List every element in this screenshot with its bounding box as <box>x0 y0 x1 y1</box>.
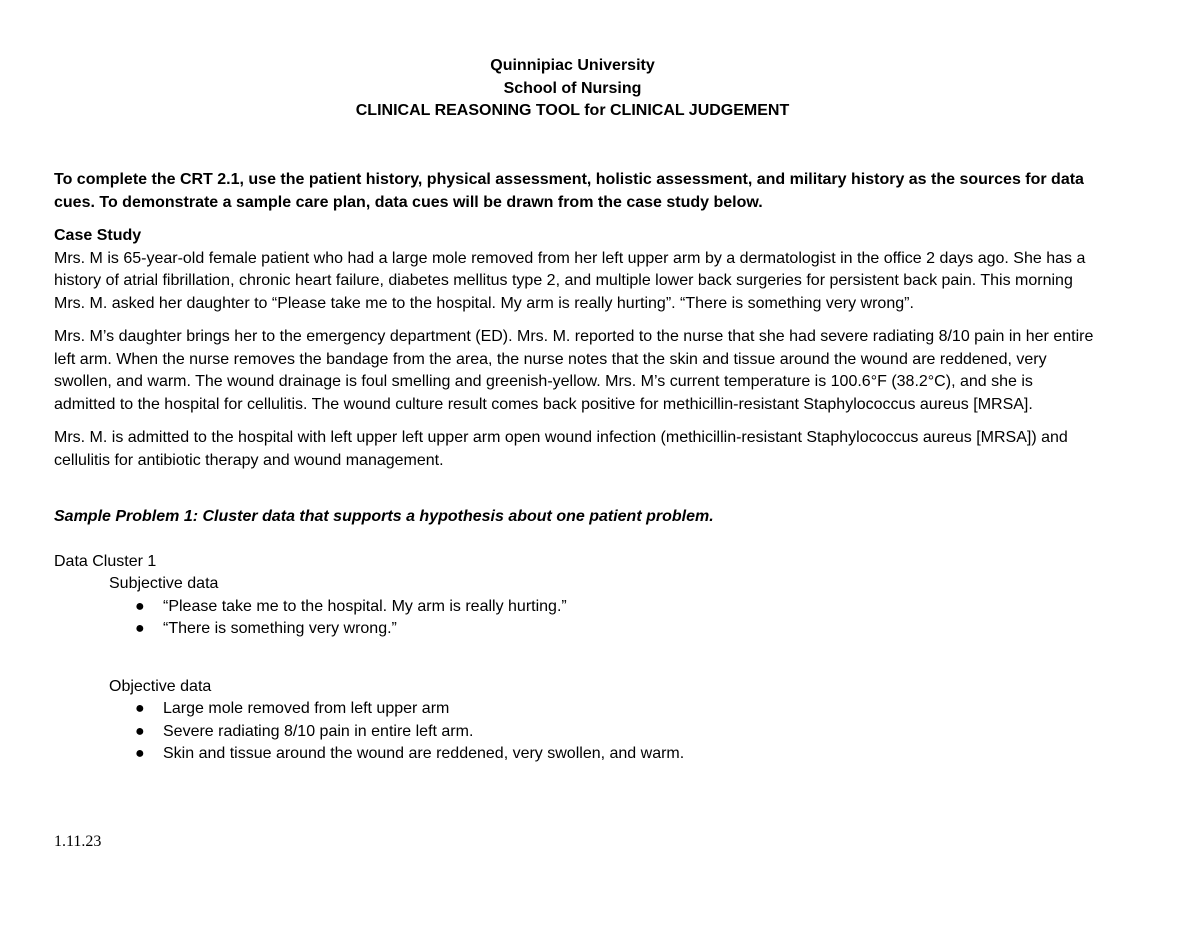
footer-date: 1.11.23 <box>54 833 102 850</box>
list-item-text: Large mole removed from left upper arm <box>163 700 450 717</box>
document-body <box>54 169 1094 766</box>
list-item <box>135 721 1094 744</box>
case-study-paragraph: Mrs. M’s daughter brings her to the emergency department (ED). Mrs. M. reported to the nurse that she had severe radiating 8/10 pain in her entire left arm. When the nurse removes the bandage from the area, the nurse notes that the skin and tissue around the wound are reddened, very swollen, and warm. The wound drainage is foul smelling and greenish-yellow. Mrs. M’s current temperature is 100.6°F (38.2°C), and she is admitted to the hospital for cellulitis. The wound culture result comes back positive for methicillin-resistant Staphylococcus aureus [MRSA]. <box>54 328 1094 413</box>
bullet-icon: ● <box>135 620 145 637</box>
list-item-text: Severe radiating 8/10 pain in entire left arm. <box>163 722 474 740</box>
list-item <box>135 596 1094 619</box>
sample-problem-title: Sample Problem 1: Cluster data that supports a hypothesis about one patient problem. <box>54 508 714 525</box>
bullet-icon: ● <box>135 700 145 717</box>
bullet-icon: ● <box>135 722 145 740</box>
bullet-icon: ● <box>135 597 145 615</box>
school-name: School of Nursing <box>503 79 642 97</box>
subjective-data-label: Subjective data <box>109 575 219 592</box>
subjective-data-list <box>54 596 1094 641</box>
list-item <box>135 698 1094 721</box>
objective-data-label: Objective data <box>109 677 212 695</box>
list-item-text: “Please take me to the hospital. My arm is really hurting.” <box>163 597 567 615</box>
bullet-icon: ● <box>135 745 145 762</box>
list-item-text: Skin and tissue around the wound are reddened, very swollen, and warm. <box>163 745 685 762</box>
document-header <box>0 55 1145 123</box>
objective-data-list <box>54 698 1094 766</box>
document-title: CLINICAL REASONING TOOL for CLINICAL JUDGEMENT <box>355 102 790 119</box>
case-study-heading: Case Study <box>54 227 142 244</box>
case-study-paragraph: Mrs. M. is admitted to the hospital with left upper left upper arm open wound infection (methicillin-resistant Staphylococcus aureus [MRSA]) and cellulitis for antibiotic therapy and wound management. <box>54 429 1068 469</box>
list-item <box>135 743 1094 766</box>
case-study-paragraph: Mrs. M is 65-year-old female patient who had a large mole removed from her left upper arm by a dermatologist in the office 2 days ago. She has a history of atrial fibrillation, chronic heart failure, diabetes mellitus type 2, and multiple lower back surgeries for persistent back pain. This morning Mrs. M. asked her daughter to “Please take me to the hospital. My arm is really hurting”. “There is something very wrong”. <box>54 249 1086 312</box>
intro-instructions: To complete the CRT 2.1, use the patient history, physical assessment, holistic assessment, and military history as the sources for data cues. To demonstrate a sample care plan, data cues will be drawn from the case study below. <box>54 171 1084 211</box>
list-item-text: “There is something very wrong.” <box>163 620 397 637</box>
data-cluster-title: Data Cluster 1 <box>54 552 157 570</box>
university-name: Quinnipiac University <box>490 57 655 74</box>
list-item <box>135 618 1094 641</box>
